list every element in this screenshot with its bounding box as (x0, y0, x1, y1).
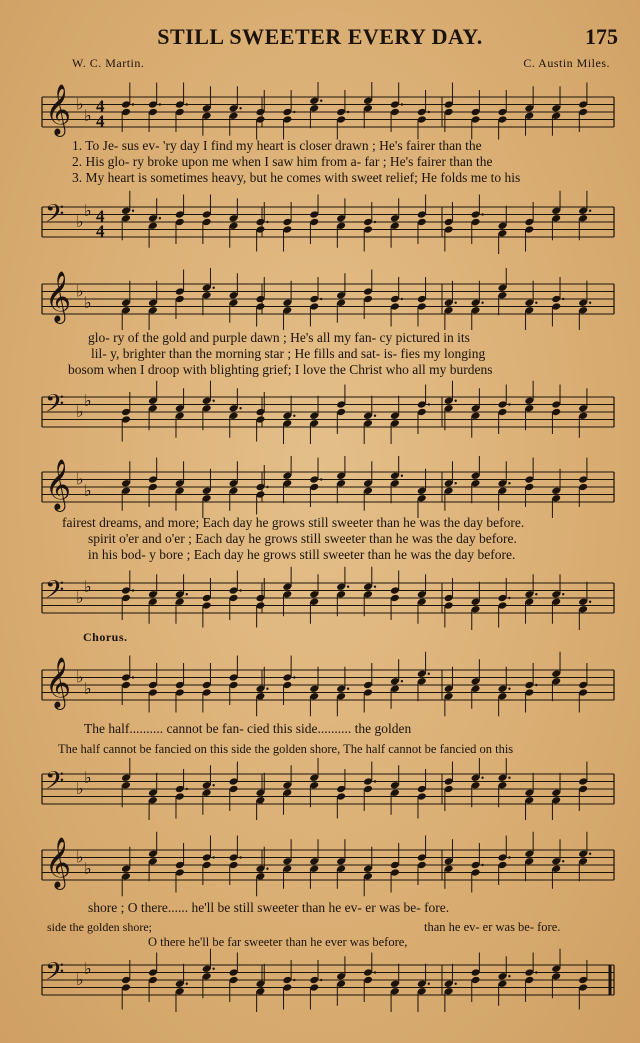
note-chord (497, 461, 510, 511)
bass-staff-2 (28, 380, 618, 444)
verse-2-line-1: 2. His glo- ry broke upon me when I saw him from a- far ; He's fairer than the (72, 154, 493, 169)
note-chord (202, 578, 212, 628)
verse-2-line-2: lil- y, brighter than the morning star ; He fills and sat- is- fies my longing (91, 346, 486, 361)
bass-staff-3 (28, 566, 618, 630)
chorus-alto-line-2-end: than he ev- er was be- fore. (424, 920, 561, 934)
note-chord (202, 836, 215, 886)
note-chord (551, 469, 561, 518)
note-chord (336, 667, 349, 717)
note-chord (148, 381, 158, 431)
verse-1-line-2: glo- ry of the gold and purple dawn ; He's all my fan- cy pictured in its (88, 330, 470, 345)
flat-icon: ♭ (76, 281, 84, 301)
bass-staff-1 (28, 190, 618, 254)
note-chord (578, 458, 588, 508)
note-chord (497, 956, 510, 1006)
note-chord (282, 765, 292, 815)
verse-1-line-3: fairest dreams, and more; Each day he grows still sweeter than he was the day before. (62, 515, 525, 530)
note-chord (229, 836, 242, 886)
flat-icon: ♭ (84, 105, 92, 125)
flat-icon: ♭ (76, 970, 84, 989)
note-chord (471, 758, 484, 807)
bass-staff-5 (28, 948, 618, 1012)
note-chord (121, 758, 131, 807)
note-chord (175, 388, 185, 438)
note-chord (417, 574, 427, 624)
note-chord (444, 839, 454, 889)
note-chord (578, 191, 591, 241)
note-chord (444, 83, 454, 133)
bass-clef-icon: 𝄢 (45, 389, 65, 425)
note-chord (363, 847, 373, 897)
note-chord (148, 198, 161, 248)
note-chord (444, 578, 454, 628)
note-chord (336, 567, 349, 617)
lyricist-credit: W. C. Martin. (72, 56, 145, 70)
note-chord (282, 960, 295, 1010)
chorus-bass-line-1: The half cannot be fancied on this side the golden shore, The half cannot be fancied on this (58, 742, 514, 756)
flat-icon: ♭ (76, 588, 84, 607)
verse-1-line-1: 1. To Je- sus ev- 'ry day I find my heart is closer drawn ; He's fairer than the (72, 138, 482, 153)
treble-staff-2 (28, 268, 618, 330)
note-chord (148, 83, 161, 133)
note-chord (282, 656, 295, 706)
note-chord (121, 83, 134, 133)
note-chord (390, 659, 403, 709)
note-chord (417, 769, 427, 819)
note-chord (175, 461, 185, 511)
note-chord (363, 202, 376, 252)
chorus-bass-line-2: O there he'll be far sweeter than he ever was before, (148, 935, 408, 949)
note-chord (524, 202, 534, 252)
note-chord (417, 652, 430, 702)
treble-clef-icon: 𝄞 (45, 84, 72, 135)
note-chord (121, 392, 131, 442)
bass-staff-4 (28, 758, 618, 820)
note-chord (309, 574, 319, 624)
note-chord (578, 388, 588, 438)
flat-icon: ♭ (84, 480, 92, 500)
flat-icon: ♭ (84, 292, 92, 312)
bass-clef-icon: 𝄢 (45, 575, 65, 611)
note-chord (175, 83, 188, 133)
note-chord (309, 458, 322, 508)
chorus-soprano-line-2: shore ; O there...... he'll be still sweeter than he ev- er was be- fore. (88, 900, 450, 915)
note-chord (282, 839, 292, 889)
note-chord (524, 574, 537, 624)
note-chord (229, 273, 239, 323)
flat-icon: ♭ (76, 402, 84, 421)
verse-3-line-1: 3. My heart is sometimes heavy, but he comes with sweet relief; He folds me to his (72, 170, 521, 185)
treble-clef-icon: 𝄞 (45, 271, 72, 322)
note-chord (175, 270, 185, 320)
note-chord (471, 388, 481, 438)
svg-text:4: 4 (96, 206, 105, 226)
flat-icon: ♭ (84, 858, 92, 878)
flat-icon: ♭ (76, 667, 84, 687)
treble-clef-icon: 𝄞 (45, 837, 72, 888)
flat-icon: ♭ (84, 576, 92, 596)
flat-icon: ♭ (76, 94, 84, 114)
note-chord (175, 769, 188, 819)
note-chord (551, 949, 561, 999)
note-chord (121, 191, 134, 241)
note-chord (175, 574, 188, 624)
note-chord (148, 281, 158, 330)
svg-text:4: 4 (96, 221, 105, 241)
note-chord (417, 836, 427, 886)
treble-staff-3 (28, 456, 618, 518)
note-chord (390, 198, 400, 248)
note-chord (255, 578, 265, 628)
note-chord (229, 86, 242, 136)
flat-icon: ♭ (76, 847, 84, 867)
note-chord (363, 461, 373, 511)
flat-icon: ♭ (84, 958, 92, 978)
note-chord (202, 765, 215, 815)
note-chord (524, 832, 534, 882)
note-chord (497, 836, 510, 886)
note-chord (121, 847, 131, 897)
note-chord (336, 273, 346, 323)
note-chord (229, 388, 242, 438)
flat-icon: ♭ (76, 779, 84, 798)
chorus-alto-line-2: side the golden shore; (47, 920, 152, 934)
note-chord (417, 469, 427, 518)
treble-staff-4 (28, 648, 618, 722)
note-chord (524, 86, 534, 136)
note-chord (282, 281, 292, 330)
note-chord (363, 82, 373, 128)
note-chord (444, 202, 454, 252)
note-chord (202, 949, 215, 999)
note-chord (309, 960, 322, 1010)
note-chord (309, 839, 319, 889)
flat-icon: ♭ (84, 767, 92, 787)
note-chord (471, 659, 481, 709)
note-chord (524, 381, 534, 431)
note-chord (551, 191, 561, 241)
chorus-label: Chorus. (83, 630, 128, 644)
flat-icon: ♭ (76, 212, 84, 231)
note-chord (578, 281, 591, 330)
note-chord (229, 656, 239, 706)
note-chord (121, 281, 131, 330)
svg-text:4: 4 (96, 111, 105, 131)
hymn-title: STILL SWEETER EVERY DAY. (157, 24, 483, 49)
note-chord (497, 578, 510, 628)
svg-text:4: 4 (96, 96, 105, 116)
note-chord (255, 392, 265, 442)
note-chord (148, 832, 158, 882)
note-chord (282, 202, 292, 252)
note-chord (524, 458, 534, 508)
note-chord (363, 270, 373, 320)
verse-2-line-3: spirit o'er and o'er ; Each day he grows still sweeter than he was the day before. (88, 531, 517, 546)
flat-icon: ♭ (84, 390, 92, 410)
note-chord (121, 461, 131, 511)
note-chord (336, 198, 346, 248)
note-chord (229, 461, 239, 511)
verse-3-line-3: in his bod- y bore ; Each day he grows still sweeter than he was the day before. (88, 547, 516, 562)
note-chord (551, 574, 564, 624)
note-chord (578, 832, 591, 882)
note-chord (121, 656, 134, 706)
note-chord (148, 458, 158, 508)
treble-clef-icon: 𝄞 (45, 657, 72, 708)
note-chord (309, 82, 322, 128)
note-chord (390, 765, 400, 815)
treble-staff-5 (28, 828, 618, 902)
note-chord (336, 956, 346, 1006)
note-chord (578, 83, 588, 133)
page-number: 175 (585, 24, 618, 49)
note-chord (309, 667, 319, 717)
bass-clef-icon: 𝄢 (45, 766, 65, 802)
note-chord (444, 381, 457, 431)
note-chord (229, 198, 239, 248)
note-chord (551, 652, 561, 702)
bass-clef-icon: 𝄢 (45, 199, 65, 235)
flat-icon: ♭ (76, 469, 84, 489)
verse-3-line-2: bosom when I droop with blighting grief; I love the Christ who all my burdens (68, 362, 493, 377)
flat-icon: ♭ (84, 678, 92, 698)
note-chord (551, 839, 564, 889)
note-chord (524, 281, 537, 330)
note-chord (497, 667, 510, 717)
bass-clef-icon: 𝄢 (45, 957, 65, 993)
note-chord (390, 83, 403, 133)
note-chord (363, 567, 376, 617)
note-chord (444, 667, 454, 717)
chorus-soprano-line-1: The half.......... cannot be fan- cied this side.......... the golden (84, 721, 412, 736)
note-chord (202, 469, 212, 518)
note-chord (309, 758, 319, 807)
composer-credit: C. Austin Miles. (523, 56, 610, 70)
note-chord (282, 567, 292, 617)
treble-staff-1 (28, 82, 618, 142)
note-chord (202, 381, 215, 431)
flat-icon: ♭ (84, 200, 92, 220)
note-chord (551, 86, 561, 136)
note-chord (202, 86, 212, 136)
note-chord (336, 839, 346, 889)
treble-clef-icon: 𝄞 (45, 459, 72, 510)
note-chord (336, 769, 346, 819)
note-chord (444, 281, 457, 330)
note-chord (497, 758, 510, 807)
note-chord (444, 461, 457, 511)
note-chord (121, 960, 131, 1010)
note-chord (578, 960, 588, 1010)
note-chord (471, 281, 484, 330)
note-chord (148, 574, 158, 624)
